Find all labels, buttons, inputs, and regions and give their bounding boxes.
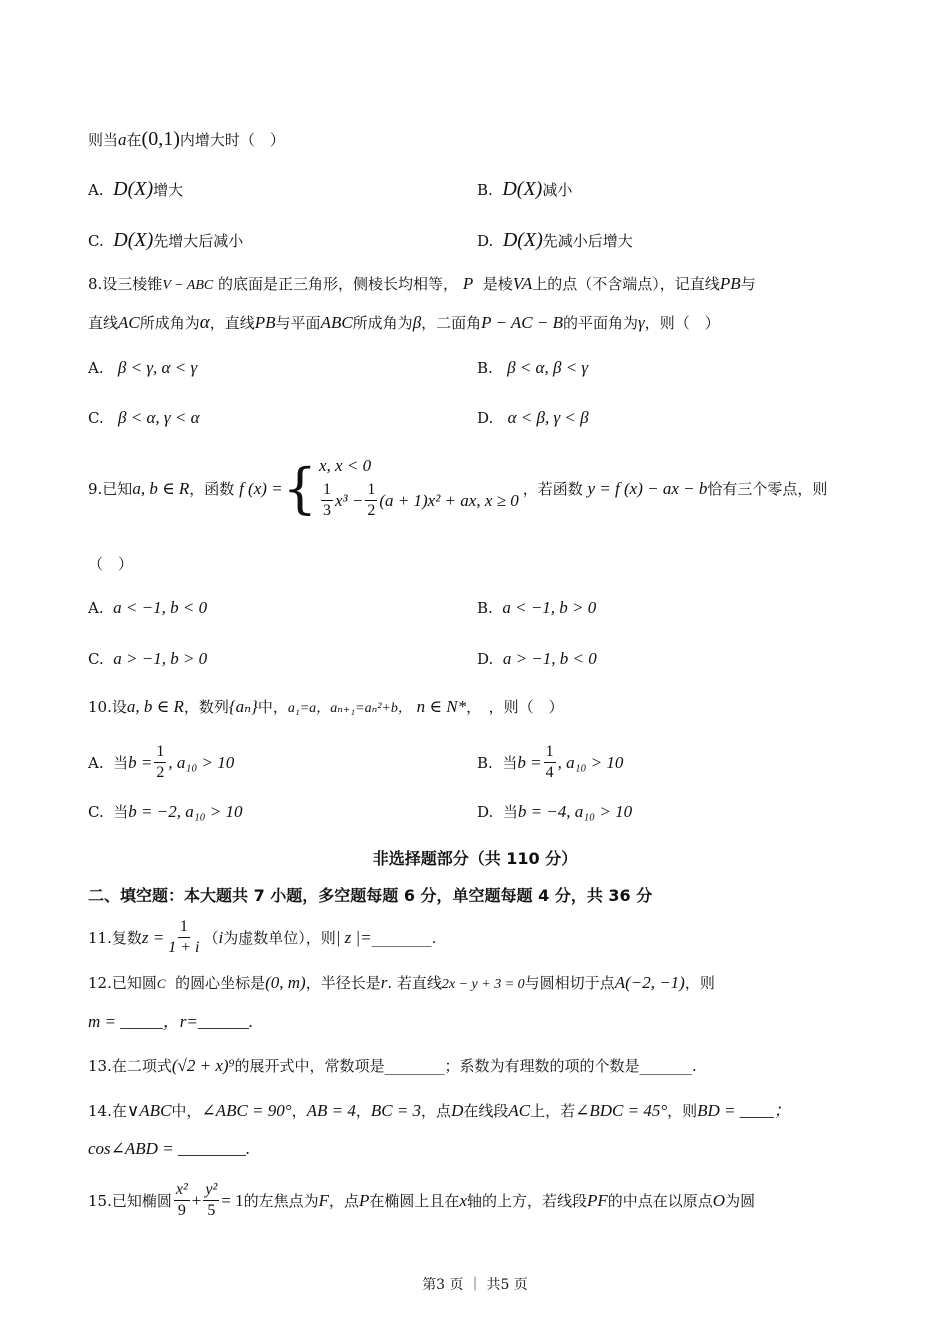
q8-option-b: B. β < α, β < γ	[477, 358, 589, 377]
part2-heading: 非选择题部分（共 110 分）	[372, 849, 578, 868]
q10-option-b: B. 当 b = $\frac{1}{4}$ , a₁₀ > 10	[477, 743, 624, 781]
q9-piecewise: { x, x < 0 $\frac{1}{3}$ x³ − $\frac{1}{2}$ (a + 1)x² + ax, x ≥ 0	[282, 456, 519, 520]
q14-stem-line1: 14.在∨ABC中，∠ABC = 90°，AB = 4，BC = 3，点D在线段AC上，若∠BDC = 45°，则BD = ____；	[88, 1101, 791, 1120]
q8-option-c: C. β < α, γ < α	[88, 408, 200, 427]
q9-case1: x, x < 0	[319, 456, 372, 475]
q9-stem: 9.已知 a, b ∈ R ，函数 f (x) = { x, x < 0 $\frac{1}{3}$ x³ − $\frac{1}{2}$ (a + 1)x² + ax, x ≥ 0 ，若函数 y = f (x) − ax − b 恰有三个零点，则	[88, 456, 828, 520]
q12-stem-line1: 12.已知圆C 的圆心坐标是(0, m)，半径长是r. 若直线2x − y + 3 = 0与圆相切于点A(−2, −1)，则	[88, 973, 715, 992]
q8-option-a: A. β < γ, α < γ	[88, 358, 198, 377]
q10-stem: 10.设a, b ∈ R，数列{aₙ}中，a₁=a，aₙ₊₁=aₙ²+b， n ∈ N*， ，则（ ）	[88, 697, 564, 716]
q11-stem: 11.复数 z = $\frac{1}{1 + i}$ （ i 为虚数单位），则 | z |= ________.	[88, 918, 437, 956]
q7-option-d: D. D(X)先减小后增大	[477, 229, 633, 251]
q7-option-a: A. D(X)增大	[88, 178, 184, 200]
q7-option-c: C. D(X)先增大后减小	[88, 229, 244, 251]
q7-option-b: B. D(X)减小	[477, 178, 573, 200]
q14-stem-line2: cos∠ABD = ________.	[88, 1139, 251, 1158]
q8-stem-line1: 8.设三棱锥V − ABC 的底面是正三角形，侧棱长均相等， P 是棱VA上的点（不含端点），记直线PB与	[88, 274, 756, 293]
q8-option-d: D. α < β, γ < β	[477, 408, 589, 427]
q15-stem: 15.已知椭圆 $\frac{\text{x²}}{9}$ + $\frac{\text{y²}}{5}$ = 1 的左焦点为 F ，点 P 在椭圆上且在 x 轴的上方，若线段 PF 的中点在以原点 O 为圆	[88, 1181, 756, 1219]
q9-option-d: D. a > −1, b < 0	[477, 649, 597, 668]
section2-title: 二、填空题：本大题共 7 小题，多空题每题 6 分，单空题每题 4 分，共 36 分	[88, 886, 653, 905]
q10-option-d: D. 当b = −4, a₁₀ > 10	[477, 802, 633, 821]
q13-stem: 13.在二项式(√2 + x)⁹的展开式中，常数项是________；系数为有理数的项的个数是_______.	[88, 1056, 697, 1075]
page-footer: 第3 页 ｜ 共5 页	[422, 1277, 528, 1293]
q9-case2: $\frac{1}{3}$ x³ − $\frac{1}{2}$ (a + 1)x² + ax, x ≥ 0	[323, 481, 519, 519]
q10-option-c: C. 当b = −2, a₁₀ > 10	[88, 802, 243, 821]
q9-option-a: A. a < −1, b < 0	[88, 598, 208, 617]
q9-option-b: B. a < −1, b > 0	[477, 598, 597, 617]
q9-paren: （ ）	[88, 555, 134, 573]
q12-stem-line2: m = _____，r=______.	[88, 1012, 254, 1031]
q7-stem-tail: 则当a在(0,1)内增大时（ ）	[88, 128, 285, 150]
q10-option-a: A. 当 b = $\frac{1}{2}$ , a₁₀ > 10	[88, 743, 235, 781]
q8-stem-line2: 直线AC所成角为α，直线PB与平面ABC所成角为β，二面角P − AC − B的平面角为γ，则（ ）	[88, 312, 720, 333]
q9-option-c: C. a > −1, b > 0	[88, 649, 208, 668]
